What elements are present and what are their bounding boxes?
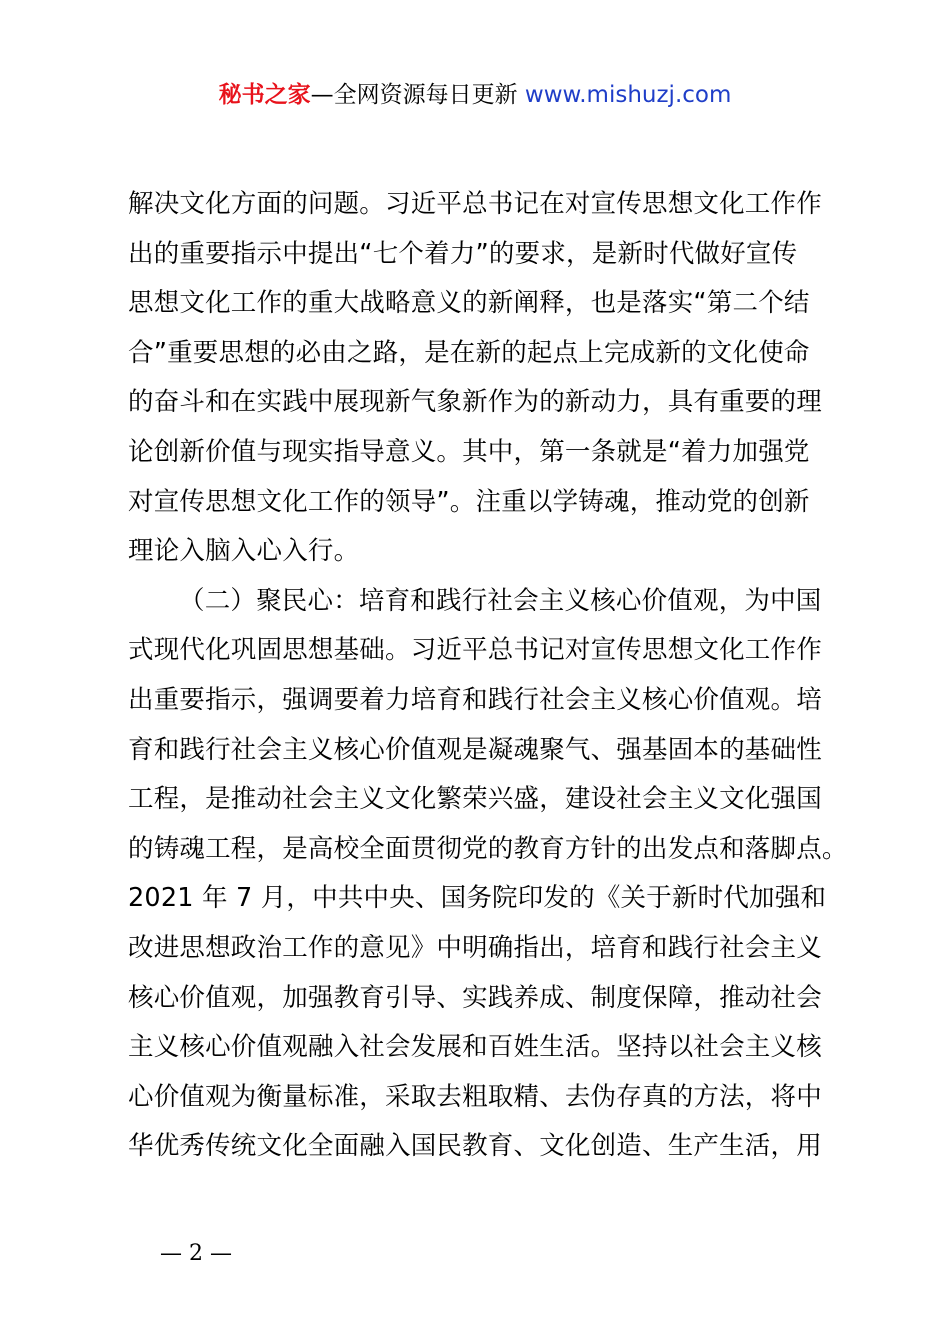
header-tagline: —全网资源每日更新 <box>310 82 518 108</box>
paragraph-line: 核心价值观，加强教育引导、实践养成、制度保障，推动社会 <box>128 982 822 1013</box>
paragraph-line: 对宣传思想文化工作的领导”。注重以学铸魂，推动党的创新 <box>128 486 810 517</box>
paragraph-line: 的奋斗和在实践中展现新气象新作为的新动力，具有重要的理 <box>128 387 822 418</box>
paragraph-line: 合”重要思想的必由之路，是在新的起点上完成新的文化使命 <box>128 337 810 368</box>
paragraph-line: 改进思想政治工作的意见》中明确指出，培育和践行社会主义 <box>128 932 822 963</box>
paragraph-line: 心价值观为衡量标准，采取去粗取精、去伪存真的方法，将中 <box>128 1081 822 1112</box>
paragraph-line: 2021 年 7 月，中共中央、国务院印发的《关于新时代加强和 <box>128 883 827 914</box>
section-heading-line: （二）聚民心：培育和践行社会主义核心价值观，为中国 <box>179 585 822 616</box>
paragraph-line: 解决文化方面的问题。习近平总书记在对宣传思想文化工作作 <box>128 189 822 219</box>
site-url-link[interactable]: www.mishuzj.com <box>524 82 732 108</box>
paragraph-line: 的铸魂工程，是高校全面贯彻党的教育方针的出发点和落脚点。 <box>128 833 848 864</box>
page-number: — 2 — <box>160 1241 232 1266</box>
paragraph-line: 论创新价值与现实指导意义。其中，第一条就是“着力加强党 <box>128 436 810 467</box>
paragraph-line: 思想文化工作的重大战略意义的新阐释，也是落实“第二个结 <box>128 288 810 319</box>
paragraph-line: 主义核心价值观融入社会发展和百姓生活。坚持以社会主义核 <box>128 1032 822 1063</box>
paragraph-line: 育和践行社会主义核心价值观是凝魂聚气、强基固本的基础性 <box>128 734 822 765</box>
paragraph-line: 式现代化巩固思想基础。习近平总书记对宣传思想文化工作作 <box>128 635 822 666</box>
paragraph-line: 华优秀传统文化全面融入国民教育、文化创造、生产生活，用 <box>128 1131 822 1162</box>
site-header <box>0 80 950 110</box>
paragraph-line: 出的重要指示中提出“七个着力”的要求，是新时代做好宣传 <box>128 238 798 269</box>
document-body <box>128 180 848 1172</box>
brand-name: 秘书之家 <box>218 82 311 108</box>
paragraph-line: 工程，是推动社会主义文化繁荣兴盛，建设社会主义文化强国 <box>128 784 822 815</box>
paragraph-line: 出重要指示，强调要着力培育和践行社会主义核心价值观。培 <box>128 684 822 715</box>
paragraph-line: 理论入脑入心入行。 <box>128 536 360 567</box>
